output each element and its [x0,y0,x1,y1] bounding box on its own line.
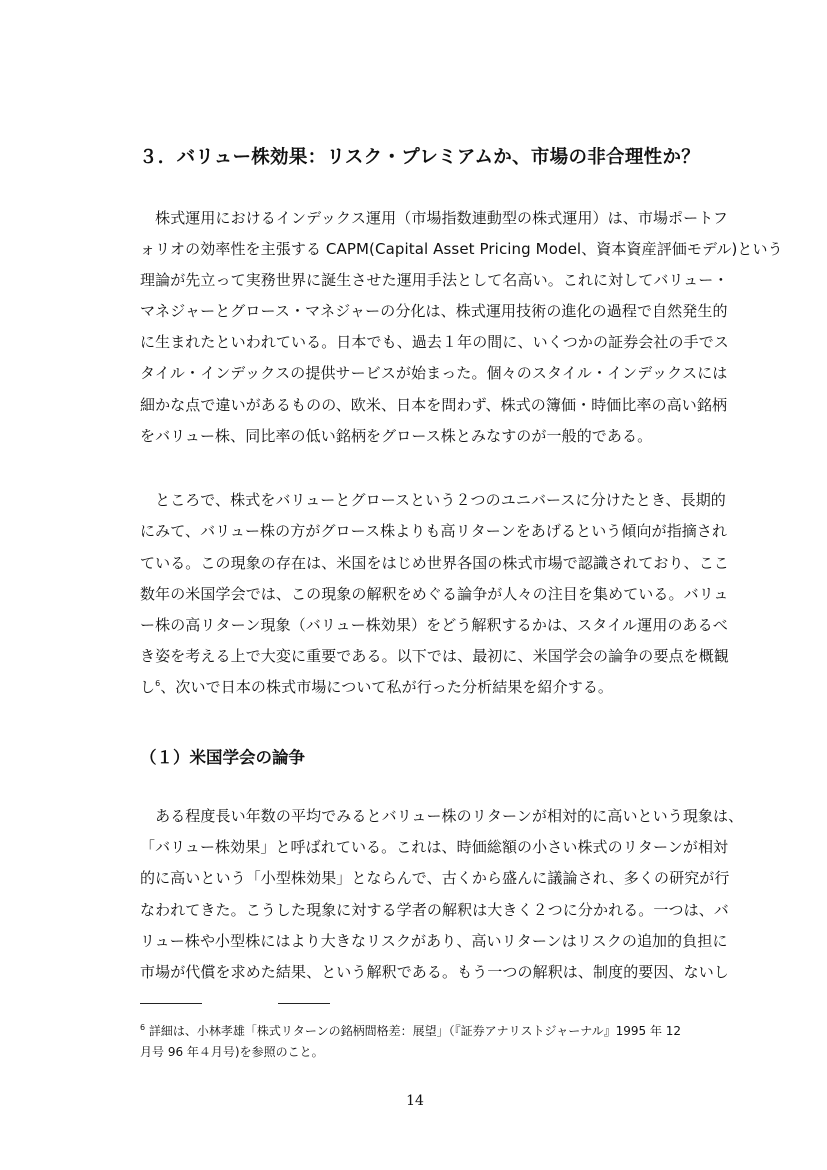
footnote-separator [140,1003,202,1004]
paragraph-line: 株式運用におけるインデックス運用（市場指数連動型の株式運用）は、市場ポートフ [140,209,729,227]
paragraph-text: 、次いで日本の株式市場について私が行った分析結果を紹介する。 [160,678,614,696]
paragraph-line: に生まれたといわれている。日本でも、過去１年の間に、いくつかの証券会社の手でス [140,333,729,351]
footnote-marker: 6 [140,1023,146,1032]
paragraph-line: にみて、バリュー株の方がグロース株よりも高リターンをあげるという傾向が指摘され [140,522,728,540]
paragraph-line: タイル・インデックスの提供サービスが始まった。個々のスタイル・インデックスには [140,364,728,382]
paragraph-line: なわれてきた。こうした現象に対する学者の解釈は大きく２つに分かれる。一つは、バ [140,901,729,919]
section-title: ３．バリュー株効果：リスク・プレミアムか、市場の非合理性か？ [139,147,701,168]
paragraph-line: 細かな点で違いがあるものの、欧米、日本を問わず、株式の簿価・時価比率の高い銘柄 [140,396,728,414]
paragraph-line: ある程度長い年数の平均でみるとバリュー株のリターンが相対的に高いという現象は、 [140,807,744,825]
footnote-separator [278,1003,330,1004]
paragraph-text: し [140,678,156,696]
paragraph-line: ている。この現象の存在は、米国をはじめ世界各国の株式市場で認識されており、ここ [140,554,729,572]
subsection-title: （１）米国学会の論争 [140,748,305,767]
paragraph-line: マネジャーとグロース・マネジャーの分化は、株式運用技術の進化の過程で自然発生的 [140,302,728,320]
page-number: 14 [406,1093,424,1109]
paragraph-line: 的に高いという「小型株効果」とならんで、古くから盛んに議論され、多くの研究が行 [140,869,730,887]
paragraph-line: をバリュー株、同比率の低い銘柄をグロース株とみなすのが一般的である。 [140,427,653,445]
paragraph-line: き姿を考える上で大変に重要である。以下では、最初に、米国学会の論争の要点を概観 [140,647,729,665]
paragraph-line: ォリオの効率性を主張する CAPM(Capital Asset Pricing Model、資本資産評価モデル)という [140,240,783,258]
footnote-line [140,1022,681,1039]
paragraph-line: ところで、株式をバリューとグロースという２つのユニバースに分けたとき、長期的 [140,491,726,509]
paragraph-line: 市場が代償を求めた結果、という解釈である。もう一つの解釈は、制度的要因、ないし [140,963,729,981]
footnote-line: 月号 96 年４月号)を参照のこと。 [140,1045,324,1059]
paragraph-line: 数年の米国学会では、この現象の解釈をめぐる論争が人々の注目を集めている。バリュ [140,585,729,603]
footnote-reference[interactable]: 6 [155,679,161,688]
paragraph-line: ー株の高リターン現象（バリュー株効果）をどう解釈するかは、スタイル運用のあるべ [140,616,728,634]
paragraph-line: 理論が先立って実務世界に誕生させた運用手法として名高い。これに対してバリュー・ [140,271,729,289]
paragraph-line-with-footnote-ref [140,676,613,697]
paragraph-line: 「バリュー株効果」と呼ばれている。これは、時価総額の小さい株式のリターンが相対 [140,838,729,856]
footnote-text: 詳細は、小林孝雄「株式リターンの銘柄間格差：展望」（『証券アナリストジャーナル』1995 年 12 [148,1024,682,1038]
paragraph-line: リュー株や小型株にはより大きなリスクがあり、高いリターンはリスクの追加的負担に [140,932,728,950]
